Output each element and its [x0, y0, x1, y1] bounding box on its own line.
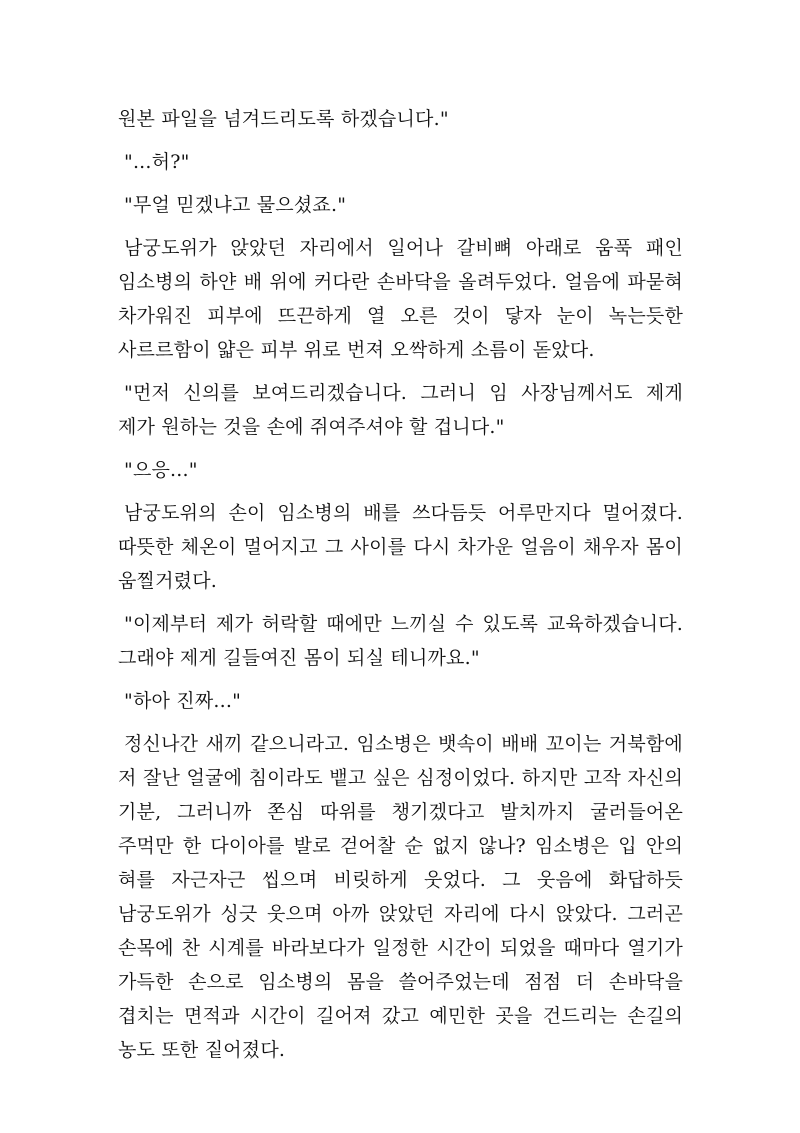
paragraph-6: "으응..."	[124, 459, 198, 481]
paragraph-4: 남궁도위가 앉았던 자리에서 일어나 갈비뼈 아래로 움푹 패인 임소병의 하얀 배 위에 커다란 손바닥을 올려두었다. 얼음에 파묻혀 차가워진 피부에 뜨끈하게 열 오른 것이 닿자 눈이 녹는듯한 사르르함이 얇은 피부 위로 번져 오싹하게 소름이 돋았다.	[118, 237, 683, 361]
paragraph-1: 원본 파일을 넘겨드리도록 하겠습니다."	[118, 108, 449, 130]
document-page	[118, 102, 683, 1076]
paragraph-5: "먼저 신의를 보여드리겠습니다. 그러니 임 사장님께서도 제게 제가 원하는 것을 손에 쥐여주셔야 할 겁니다."	[118, 382, 683, 438]
paragraph-10: 정신나간 새끼 같으니라고. 임소병은 뱃속이 배배 꼬이는 거북함에 저 잘난 얼굴에 침이라도 뱉고 싶은 심정이었다. 하지만 고작 자신의 기분, 그러니까 쫀심 따위를 챙기겠다고 발치까지 굴러들어온 주먹만 한 다이아를 발로 걷어찰 순 없지 않나? 임소병은 입 안의 혀를 자근자근 씹으며 비릿하게 웃었다. 그 웃음에 화답하듯 남궁도위가 싱긋 웃으며 아까 앉았던 자리에 다시 앉았다. 그러곤 손목에 찬 시계를 바라보다가 일정한 시간이 되었을 때마다 열기가 가득한 손으로 임소병의 몸을 쓸어주었는데 점점 더 손바닥을 겹치는 면적과 시간이 길어져 갔고 예민한 곳을 건드리는 손길의 농도 또한 짙어졌다.	[118, 733, 683, 1061]
paragraph-8: "이제부터 제가 허락할 때에만 느끼실 수 있도록 교육하겠습니다. 그래야 제게 길들여진 몸이 되실 테니까요."	[118, 613, 683, 669]
paragraph-3: "무얼 믿겠냐고 물으셨죠."	[124, 194, 347, 216]
paragraph-9: "하아 진짜..."	[124, 690, 242, 712]
paragraph-7: 남궁도위의 손이 임소병의 배를 쓰다듬듯 어루만지다 멀어졌다. 따뜻한 체온이 멀어지고 그 사이를 다시 차가운 얼음이 채우자 몸이 움찔거렸다.	[118, 502, 683, 592]
paragraph-2: "...허?"	[124, 151, 190, 173]
